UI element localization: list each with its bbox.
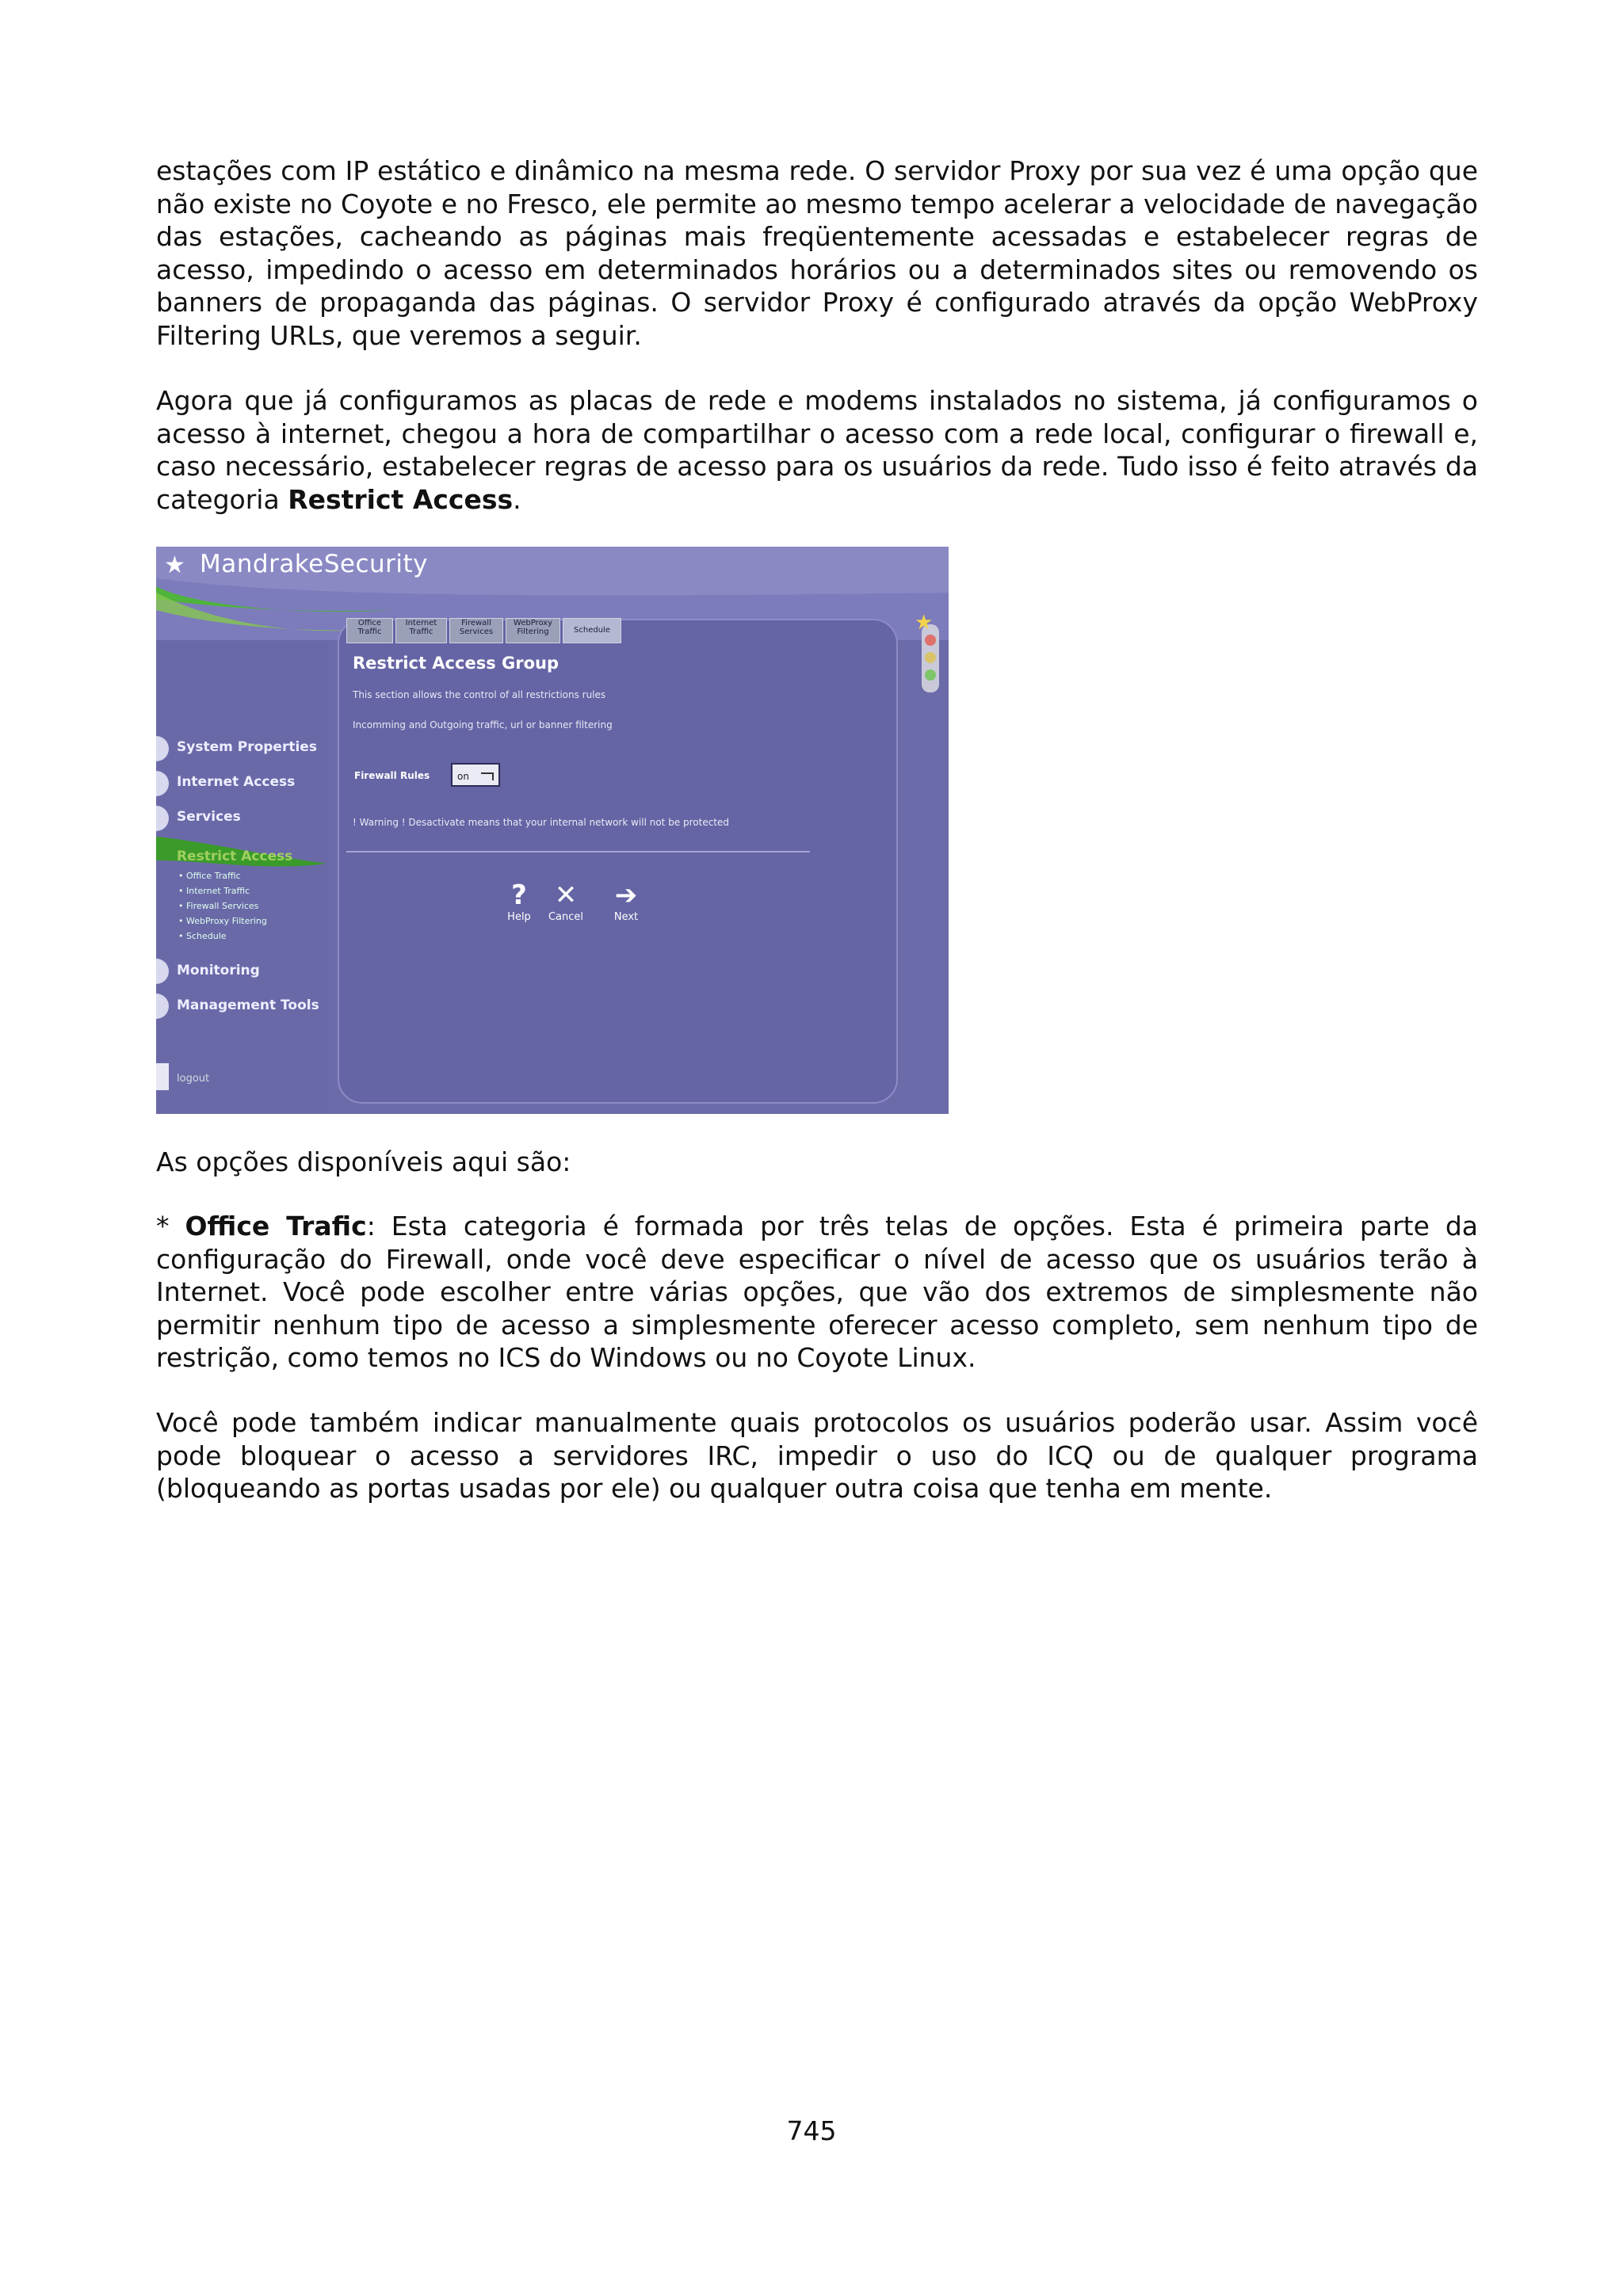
mandrake-security-screenshot	[156, 547, 949, 1114]
sub-item-office-traffic[interactable]: • Office Traffic	[178, 871, 241, 881]
tab-internet-traffic[interactable]: Internet Traffic	[395, 618, 447, 643]
tab-schedule[interactable]: Schedule	[563, 618, 621, 643]
paragraph-text: Agora que já configuramos as placas de rede e modems instalados no sistema, já configuramos o acesso à internet, chegou a hora de compartilhar o acesso com a rede local, configurar o firewall e, caso necessário, estabelecer regras de acesso para os usuários da rede. Tudo isso é feito através da categoria	[156, 385, 1478, 515]
star-logo-icon: ★	[164, 551, 185, 579]
next-button[interactable]	[602, 879, 650, 923]
help-button[interactable]	[495, 879, 543, 923]
paragraph-office-trafic	[156, 1210, 1478, 1375]
chevron-down-icon	[481, 772, 494, 780]
sub-item-webproxy-filtering[interactable]: • WebProxy Filtering	[178, 916, 267, 926]
bold-term: Restrict Access	[288, 483, 514, 515]
sub-item-firewall-services[interactable]: • Firewall Services	[178, 901, 259, 911]
panel-description-2: Incomming and Outgoing traffic, url or banner filtering	[353, 719, 613, 730]
warning-text: ! Warning ! Desactivate means that your internal network will not be protected	[353, 817, 730, 828]
paragraph-text: : Esta categoria é formada por três telas de opções. Esta é primeira parte da configuração do Firewall, onde você deve especificar o nível de acesso que os usuários terão à Internet. Você pode escolher entre várias opções, que vão dos extremos de simplesmente não permitir nenhum tipo de acesso a simplesmente oferecer acesso completo, sem nenhum tipo de restrição, como temos no ICS do Windows ou no Coyote Linux.	[156, 1211, 1478, 1373]
sub-item-schedule[interactable]: • Schedule	[178, 931, 227, 941]
bullet-star: *	[156, 1211, 185, 1241]
logout-link[interactable]: logout	[177, 1073, 210, 1085]
question-icon: ?	[511, 879, 527, 911]
firewall-rules-label: Firewall Rules	[354, 770, 430, 781]
help-label: Help	[507, 911, 531, 923]
app-title: MandrakeSecurity	[200, 550, 429, 578]
firewall-rules-select[interactable]: on	[451, 763, 500, 787]
nav-restrict-access[interactable]: Restrict Access	[177, 849, 293, 864]
period: .	[513, 483, 521, 515]
bold-term: Office Trafic	[185, 1211, 367, 1241]
panel-description: This section allows the control of all restrictions rules	[353, 689, 606, 700]
close-icon: ✕	[554, 879, 578, 911]
nav-monitoring[interactable]: Monitoring	[177, 963, 260, 978]
paragraph-restrict-access	[156, 384, 1478, 516]
panel-title: Restrict Access Group	[353, 654, 559, 673]
tab-firewall-services[interactable]: Firewall Services	[449, 618, 503, 643]
paragraph-proxy: estações com IP estático e dinâmico na mesma rede. O servidor Proxy por sua vez é uma opção que não existe no Coyote e no Fresco, ele permite ao mesmo tempo acelerar a velocidade de navegação das estações, cacheando as páginas mais freqüentemente acessadas e estabelecer regras de acesso, impedindo o acesso em determinados horários ou a determinados sites ou removendo os banners de propaganda das páginas. O servidor Proxy é configurado através da opção WebProxy Filtering URLs, que veremos a seguir.	[156, 155, 1478, 351]
arrow-right-icon: ➔	[614, 879, 638, 911]
svg-text:★: ★	[915, 611, 934, 635]
next-label: Next	[613, 911, 639, 923]
nav-management-tools[interactable]: Management Tools	[177, 997, 319, 1013]
paragraph-protocols: Você pode também indicar manualmente quais protocolos os usuários poderão usar. Assim você pode bloquear o acesso a servidores IRC, impedir o uso do ICQ ou de qualquer programa (bloqueando as portas usadas por ele) ou qualquer outra coisa que tenha em mente.	[156, 1407, 1478, 1504]
page-number: 745	[786, 2115, 837, 2146]
sub-item-internet-traffic[interactable]: • Internet Traffic	[178, 886, 250, 896]
nav-internet-access[interactable]: Internet Access	[177, 774, 296, 790]
nav-system-properties[interactable]: System Properties	[177, 739, 317, 755]
nav-services[interactable]: Services	[177, 809, 241, 825]
tab-office-traffic[interactable]: Office Traffic	[346, 618, 393, 643]
cancel-label: Cancel	[548, 911, 584, 923]
tab-webproxy-filtering[interactable]: WebProxy Filtering	[506, 618, 560, 643]
paragraph-options-intro: As opções disponíveis aqui são:	[156, 1146, 571, 1177]
cancel-button[interactable]	[542, 879, 590, 923]
